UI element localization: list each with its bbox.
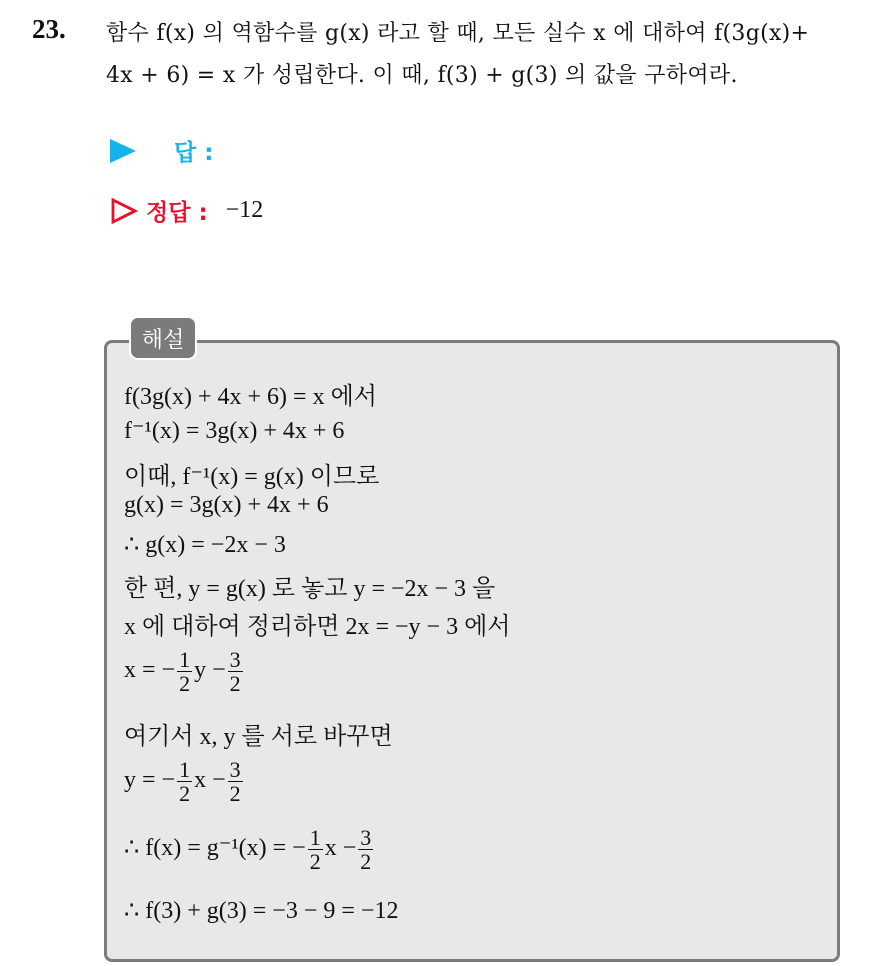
solution-tab: 해설 (129, 316, 197, 360)
fraction (177, 758, 192, 805)
solution-equation-x (124, 648, 245, 695)
eq-mid: x − (194, 767, 226, 794)
numerator: 1 (179, 757, 191, 782)
denominator: 2 (229, 781, 241, 807)
solution-line: f(3g(x) + 4x + 6) = x 에서 (124, 384, 377, 410)
correct-answer-value: −12 (225, 197, 264, 223)
question-line-2: 4x + 6) = x 가 성립한다. 이 때, f(3) + g(3) 의 값을 구하여라. (106, 63, 738, 88)
answer-label: 답 : (174, 140, 214, 166)
solution-line: 여기서 x, y 를 서로 바꾸면 (124, 724, 393, 750)
eq-lhs: y = − (124, 767, 176, 794)
fraction (177, 648, 192, 695)
solution-line: g(x) = 3g(x) + 4x + 6 (124, 492, 329, 518)
fraction (358, 826, 373, 873)
denominator: 2 (309, 849, 321, 875)
play-outline-icon (110, 197, 138, 225)
answer-row (110, 134, 213, 167)
eq-lhs: x = − (124, 657, 176, 684)
fraction (228, 758, 243, 805)
play-icon (110, 139, 136, 163)
denominator: 2 (179, 781, 191, 807)
correct-answer-row (110, 194, 263, 227)
eq-mid: y − (194, 657, 226, 684)
denominator: 2 (360, 849, 372, 875)
correct-answer-label: 정답 : (146, 200, 208, 226)
denominator: 2 (179, 671, 191, 697)
solution-line: f⁻¹(x) = 3g(x) + 4x + 6 (124, 418, 345, 444)
eq-mid: x − (324, 835, 357, 862)
question-line-1: 함수 f(x) 의 역함수를 g(x) 라고 할 때, 모든 실수 x 에 대하여 f(3g(x)+ (106, 21, 810, 46)
numerator: 1 (309, 825, 321, 850)
solution-equation-f (124, 826, 375, 873)
denominator: 2 (229, 671, 241, 697)
solution-line: 이때, f⁻¹(x) = g(x) 이므로 (124, 464, 380, 490)
numerator: 3 (229, 757, 241, 782)
numerator: 3 (229, 647, 241, 672)
solution-equation-y (124, 758, 245, 805)
solution-line: ∴ g(x) = −2x − 3 (124, 532, 286, 558)
fraction (308, 826, 323, 873)
numerator: 3 (360, 825, 372, 850)
solution-line: 한 편, y = g(x) 로 놓고 y = −2x − 3 을 (124, 576, 496, 602)
eq-lhs: ∴ f(x) = g⁻¹(x) = − (124, 835, 306, 862)
numerator: 1 (179, 647, 191, 672)
solution-line: x 에 대하여 정리하면 2x = −y − 3 에서 (124, 614, 511, 640)
fraction (228, 648, 243, 695)
question-number: 23. (32, 14, 66, 44)
solution-line: ∴ f(3) + g(3) = −3 − 9 = −12 (124, 898, 399, 924)
